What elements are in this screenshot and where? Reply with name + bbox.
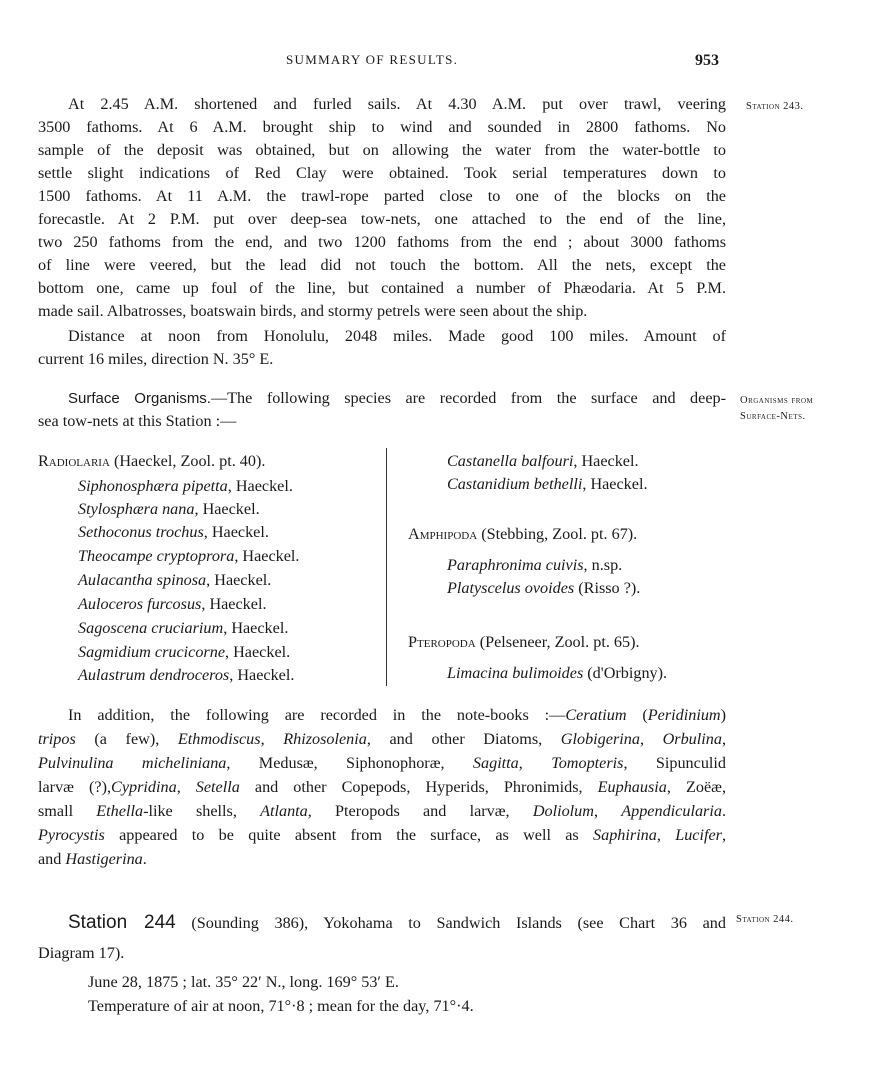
station-date-position: June 28, 1875 ; lat. 35° 22′ N., long. 169° 53′ E. (88, 973, 399, 991)
species-entry (78, 499, 260, 519)
species-entry (78, 665, 294, 685)
addition-line (38, 777, 726, 797)
species-author: , Haeckel. (234, 547, 300, 565)
text-run: , Pteropods and larvæ, (307, 802, 533, 820)
group-heading (408, 632, 640, 652)
taxon-name: Hastigerina (65, 850, 143, 868)
species-name: Platyscelus ovoides (447, 579, 575, 597)
species-author: , Haeckel. (194, 500, 260, 518)
taxon-name: Ethella (96, 802, 144, 820)
addition-line (38, 849, 147, 869)
species-name: Limacina bulimoides (447, 664, 584, 682)
species-name: Aulastrum dendroceros (78, 666, 230, 684)
taxon-name: Euphausia (597, 778, 667, 796)
text-run: appeared to be quite absent from the surface, as well as (104, 826, 594, 844)
species-entry (447, 555, 622, 575)
species-author: (Risso ?). (574, 579, 641, 597)
addition-line (38, 729, 726, 749)
species-entry (78, 546, 299, 566)
narrative-line: bottom one, came up foul of the line, but contained a number of Phæodaria. At 5 P.M. (38, 279, 726, 297)
taxon-name: Lucifer (675, 826, 722, 844)
text-run: (a few), (75, 730, 178, 748)
text-run: , Zoëæ, (666, 778, 726, 796)
margin-organisms-line1: Organisms from (740, 395, 814, 406)
text-run: , (518, 754, 552, 772)
taxon-name: Atlanta (260, 802, 308, 820)
taxon-name: tripos (38, 730, 76, 748)
addition-line (38, 825, 726, 845)
narrative-line: of line were veered, but the lead did not touch the bottom. All the nets, except the (38, 256, 726, 274)
group-name: Amphipoda (408, 525, 478, 543)
species-author: , Haeckel. (573, 452, 639, 470)
text-run: ) (720, 706, 727, 724)
text-run: , (721, 730, 726, 748)
taxon-name: Ethmodiscus (177, 730, 261, 748)
species-author: , Haeckel. (223, 619, 289, 637)
text-run: , (593, 802, 622, 820)
text-run: and other Copepods, Hyperids, Phronimids, (239, 778, 598, 796)
narrative-line: two 250 fathoms from the end, and two 1200 fathoms from the end ; about 3000 fathoms (38, 233, 726, 251)
narrative-line: settle slight indications of Red Clay were obtained. Took serial temperatures down to (38, 164, 726, 182)
group-ref: (Stebbing, Zool. pt. 67). (477, 525, 638, 543)
margin-organisms-line2: Surface-Nets. (740, 411, 806, 422)
taxon-name: Peridinium (647, 706, 721, 724)
species-entry (447, 474, 648, 494)
margin-station-244: Station 244. (736, 914, 794, 925)
station-description: (Sounding 386), Yokohama to Sandwich Islands (see Chart 36 and (175, 914, 726, 932)
narrative-line: sample of the deposit was obtained, but on allowing the water from the water-bottle to (38, 141, 726, 159)
text-run: , (639, 730, 663, 748)
species-name: Castanella balfouri (447, 452, 574, 470)
column-divider (386, 448, 387, 686)
species-name: Castanidium bethelli (447, 475, 583, 493)
species-name: Sethoconus trochus (78, 523, 204, 541)
group-heading (408, 524, 637, 544)
species-author: (d'Orbigny). (583, 664, 668, 682)
species-name: Theocampe cryptoprora (78, 547, 235, 565)
species-entry (78, 570, 271, 590)
species-author: , Haeckel. (206, 571, 272, 589)
surface-intro-line2: sea tow-nets at this Station :— (38, 412, 237, 430)
surface-heading: Surface Organisms. (68, 390, 211, 407)
text-run: , (656, 826, 676, 844)
species-author: , Haeckel. (582, 475, 648, 493)
surface-intro-line1 (68, 388, 726, 409)
species-entry (447, 578, 640, 598)
species-entry (447, 451, 639, 471)
text-run: . (721, 802, 726, 820)
group-ref: (Haeckel, Zool. pt. 40). (109, 452, 266, 470)
text-run: , (260, 730, 284, 748)
species-author: , n.sp. (583, 556, 623, 574)
species-author: , Haeckel. (201, 595, 267, 613)
distance-line: current 16 miles, direction N. 35° E. (38, 350, 274, 368)
taxon-name: Doliolum (532, 802, 594, 820)
taxon-name: Pulvinulina micheliniana (38, 754, 227, 772)
taxon-name: Pyrocystis (38, 826, 105, 844)
text-run: small (38, 802, 97, 820)
text-run: , Sipunculid (623, 754, 726, 772)
margin-station-243: Station 243. (746, 101, 804, 112)
taxon-name: Setella (195, 778, 240, 796)
taxon-name: Globigerina (560, 730, 640, 748)
taxon-name: Cypridina (111, 778, 177, 796)
species-name: Stylosphæra nana (78, 500, 195, 518)
text-run: ( (626, 706, 648, 724)
taxon-name: Orbulina (662, 730, 722, 748)
species-entry (78, 476, 293, 496)
addition-line (38, 801, 726, 821)
station-description-cont: Diagram 17). (38, 944, 125, 962)
species-entry (447, 663, 667, 683)
text-run: -like shells, (143, 802, 261, 820)
text-run: larvæ (?), (38, 778, 112, 796)
group-ref: (Pelseneer, Zool. pt. 65). (475, 633, 640, 651)
page-number: 953 (695, 52, 719, 69)
addition-line (38, 753, 726, 773)
species-name: Sagmidium crucicorne (78, 643, 226, 661)
species-author: , Haeckel. (229, 666, 295, 684)
species-name: Aulacantha spinosa (78, 571, 207, 589)
text-run: and (38, 850, 66, 868)
text-run: , and other Diatoms, (366, 730, 561, 748)
running-title: SUMMARY OF RESULTS. (286, 52, 459, 67)
narrative-line: At 2.45 A.M. shortened and furled sails. At 4.30 A.M. put over trawl, veering (68, 95, 726, 113)
species-author: , Haeckel. (225, 643, 291, 661)
narrative-line: 1500 fathoms. At 11 A.M. the trawl-rope parted close to one of the blocks on the (38, 187, 726, 205)
species-name: Auloceros furcosus (78, 595, 202, 613)
group-name: Radiolaria (38, 452, 110, 470)
taxon-name: Appendicularia (621, 802, 722, 820)
species-author: , Haeckel. (203, 523, 269, 541)
station-title: Station 244 (68, 912, 176, 933)
species-entry (78, 594, 267, 614)
surface-intro-text: —The following species are recorded from the surface and deep- (210, 389, 727, 407)
text-run: In addition, the following are recorded in the note-books :— (68, 706, 566, 724)
species-entry (78, 642, 290, 662)
species-entry (78, 522, 269, 542)
addition-line (68, 705, 726, 725)
taxon-name: Ceratium (565, 706, 627, 724)
station-temperature: Temperature of air at noon, 71°·8 ; mean for the day, 71°·4. (88, 997, 474, 1015)
species-name: Paraphronima cuivis (447, 556, 584, 574)
species-name: Siphonosphæra pipetta (78, 477, 228, 495)
group-name: Pteropoda (408, 633, 476, 651)
group-heading (38, 451, 265, 471)
narrative-line: made sail. Albatrosses, boatswain birds, and stormy petrels were seen about the ship. (38, 302, 588, 320)
text-run: , (176, 778, 196, 796)
species-name: Sagoscena cruciarium (78, 619, 224, 637)
species-author: , Haeckel. (227, 477, 293, 495)
narrative-line: 3500 fathoms. At 6 A.M. brought ship to wind and sounded in 2800 fathoms. No (38, 118, 726, 136)
distance-line: Distance at noon from Honolulu, 2048 miles. Made good 100 miles. Amount of (68, 327, 726, 345)
narrative-line: forecastle. At 2 P.M. put over deep-sea tow-nets, one attached to the end of the line, (38, 210, 726, 228)
taxon-name: Saphirina (593, 826, 657, 844)
species-entry (78, 618, 288, 638)
taxon-name: Rhizosolenia (283, 730, 367, 748)
station-244-heading (68, 913, 726, 933)
text-run: , (721, 826, 727, 844)
text-run: . (142, 850, 147, 868)
text-run: , Medusæ, Siphonophoræ, (226, 754, 473, 772)
taxon-name: Sagitta (472, 754, 519, 772)
taxon-name: Tomopteris (551, 754, 624, 772)
